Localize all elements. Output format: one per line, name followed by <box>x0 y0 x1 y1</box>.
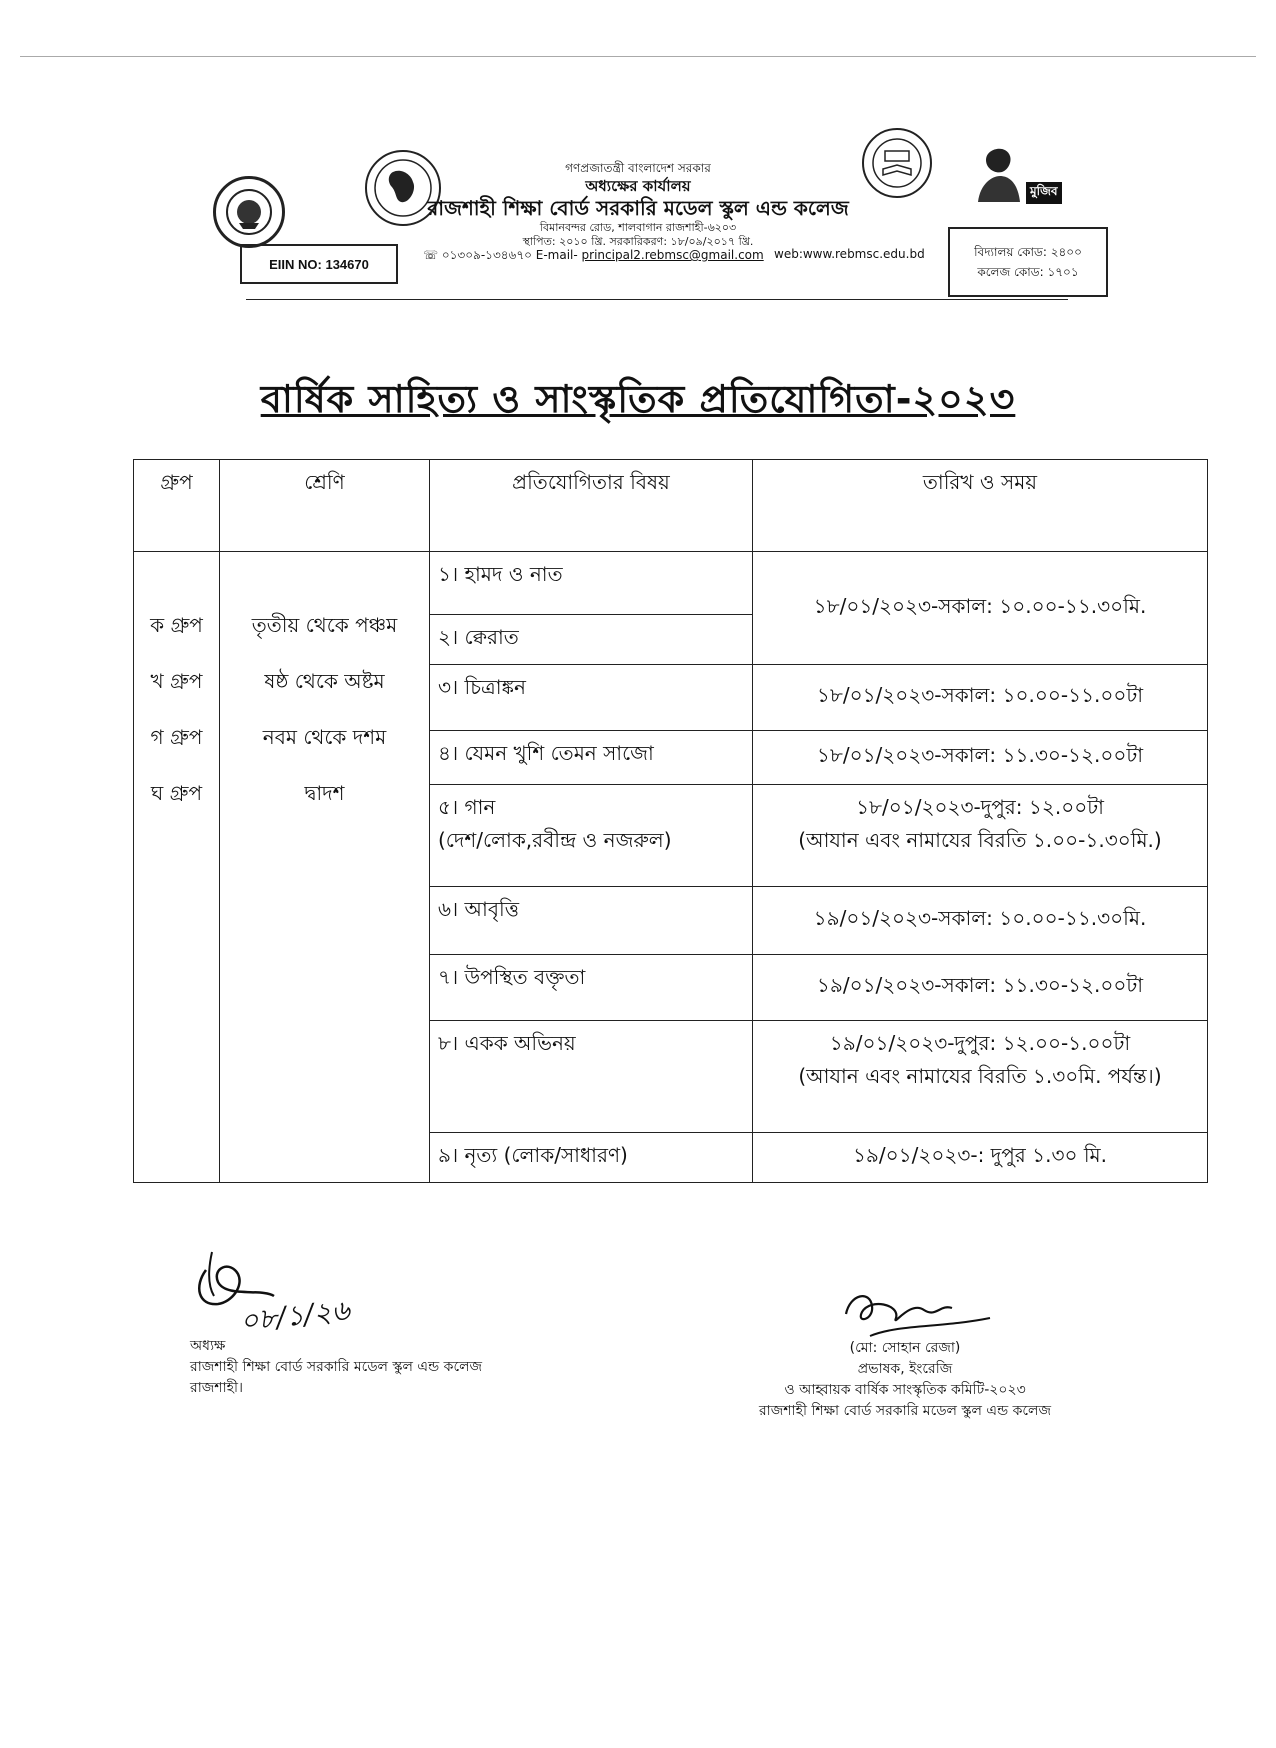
subject-hamd-naat: ১। হামদ ও নাত <box>430 552 753 615</box>
header-address: বিমানবন্দর রোড, শালবাগান রাজশাহী-৬২০৩ <box>539 221 737 234</box>
date-drawing: ১৮/০১/২০২৩-সকাল: ১০.০০-১১.০০টা <box>753 665 1208 731</box>
subject-song-detail: (দেশ/লোক,রবীন্দ্র ও নজরুল) <box>438 828 672 852</box>
col-header-class: শ্রেণি <box>220 460 430 552</box>
date-dance: ১৯/০১/২০২৩-: দুপুর ১.৩০ মি. <box>753 1133 1208 1183</box>
principal-signature-date: ০৮/১/২৬ <box>238 1293 352 1338</box>
date-acting-break: (আযান এবং নামাযের বিরতি ১.৩০মি. পর্যন্ত।) <box>798 1064 1162 1088</box>
group-ka: ক গ্রুপ <box>150 613 203 637</box>
group-gha: ঘ গ্রুপ <box>150 781 203 805</box>
header-govt: গণপ্রজাতন্ত্রী বাংলাদেশ সরকার <box>565 161 711 175</box>
header-phone: ০১৩০৯-১৩৪৬৭০ <box>441 248 532 262</box>
letterhead-rule <box>246 299 1068 300</box>
col-header-datetime: তারিখ ও সময় <box>753 460 1208 552</box>
code-box <box>948 227 1108 297</box>
letterhead <box>0 0 1276 310</box>
header-email-label: E-mail- <box>535 248 578 262</box>
subject-qirat: ২। ক্বেরাত <box>430 615 753 665</box>
class-9-10: নবম থেকে দশম <box>262 725 387 749</box>
header-office: অধ্যক্ষের কার্যালয় <box>585 177 691 195</box>
class-3-5: তৃতীয় থেকে পঞ্চম <box>251 613 398 637</box>
col-header-subject: প্রতিযোগিতার বিষয় <box>430 460 753 552</box>
subject-fancy-dress: ৪। যেমন খুশি তেমন সাজো <box>430 731 753 785</box>
group-ga: গ গ্রুপ <box>150 725 203 749</box>
header-web[interactable]: web:www.rebmsc.edu.bd <box>774 247 925 261</box>
class-column <box>220 552 430 1183</box>
phone-icon: ☏ <box>423 248 439 262</box>
group-column <box>134 552 220 1183</box>
date-song-time: ১৮/০১/২০২৩-দুপুর: ১২.০০টা <box>856 795 1104 819</box>
eiin-number: EIIN NO: 134670 <box>269 256 369 272</box>
col-header-group: গ্রুপ <box>134 460 220 552</box>
subject-dance: ৯। নৃত্য (লোক/সাধারণ) <box>430 1133 753 1183</box>
header-contact-line <box>423 247 764 267</box>
subject-song <box>430 785 753 887</box>
subject-song-title: ৫। গান <box>438 795 496 819</box>
eiin-box <box>240 244 398 284</box>
class-12: দ্বাদশ <box>304 781 345 805</box>
subject-drawing: ৩। চিত্রাঙ্কন <box>430 665 753 731</box>
class-6-8: ষষ্ঠ থেকে অষ্টম <box>264 669 385 693</box>
table-row <box>134 552 1208 615</box>
institution-logo-icon <box>862 128 932 198</box>
date-recitation: ১৯/০১/২০২৩-সকাল: ১০.০০-১১.৩০মি. <box>753 887 1208 955</box>
header-institution: রাজশাহী শিক্ষা বোর্ড সরকারি মডেল স্কুল এন্ড কলেজ <box>427 196 849 220</box>
group-kha: খ গ্রুপ <box>150 669 203 693</box>
principal-block <box>190 1336 482 1399</box>
convener-designation: প্রভাষক, ইংরেজি <box>857 1361 953 1377</box>
page-title: বার্ষিক সাহিত্য ও সাংস্কৃতিক প্রতিযোগিতা-২০২৩ <box>260 377 1016 421</box>
convener-block <box>735 1338 1075 1422</box>
date-acting-time: ১৯/০১/২০২৩-দুপুর: ১২.০০-১.০০টা <box>829 1031 1131 1055</box>
table-header-row <box>134 460 1208 552</box>
mujib-badge: মুজিব <box>1026 182 1062 204</box>
date-fancy-dress: ১৮/০১/২০২৩-সকাল: ১১.৩০-১২.০০টা <box>753 731 1208 785</box>
schedule-table <box>133 459 1208 1183</box>
subject-recitation: ৬। আবৃত্তি <box>430 887 753 955</box>
subject-acting: ৮। একক অভিনয় <box>430 1021 753 1133</box>
date-song-break: (আযান এবং নামাযের বিরতি ১.০০-১.৩০মি.) <box>798 828 1162 852</box>
principal-title: অধ্যক্ষ <box>190 1338 226 1354</box>
convener-name: (মো: সোহান রেজা) <box>849 1340 961 1356</box>
principal-city: রাজশাহী। <box>190 1380 243 1396</box>
header-established: স্থাপিত: ২০১০ খ্রি. সরকারিকরণ: ১৮/০৯/২০১৭ খ্রি. <box>522 235 754 248</box>
college-code: কলেজ কোড: ১৭০১ <box>977 265 1079 279</box>
date-acting <box>753 1021 1208 1133</box>
convener-institution: রাজশাহী শিক্ষা বোর্ড সরকারি মডেল স্কুল এন্ড কলেজ <box>758 1403 1052 1419</box>
header-email[interactable]: principal2.rebmsc@gmail.com <box>581 248 764 262</box>
date-song <box>753 785 1208 887</box>
date-hamd-qirat: ১৮/০১/২০২৩-সকাল: ১০.০০-১১.৩০মি. <box>753 552 1208 665</box>
convener-committee: ও আহ্বায়ক বার্ষিক সাংস্কৃতিক কমিটি-২০২৩ <box>784 1382 1026 1398</box>
subject-extempore: ৭। উপস্থিত বক্তৃতা <box>430 955 753 1021</box>
principal-institution: রাজশাহী শিক্ষা বোর্ড সরকারি মডেল স্কুল এন্ড কলেজ <box>190 1359 483 1375</box>
school-code: বিদ্যালয় কোড: ২৪০০ <box>974 245 1082 259</box>
date-extempore: ১৯/০১/২০২৩-সকাল: ১১.৩০-১২.০০টা <box>753 955 1208 1021</box>
